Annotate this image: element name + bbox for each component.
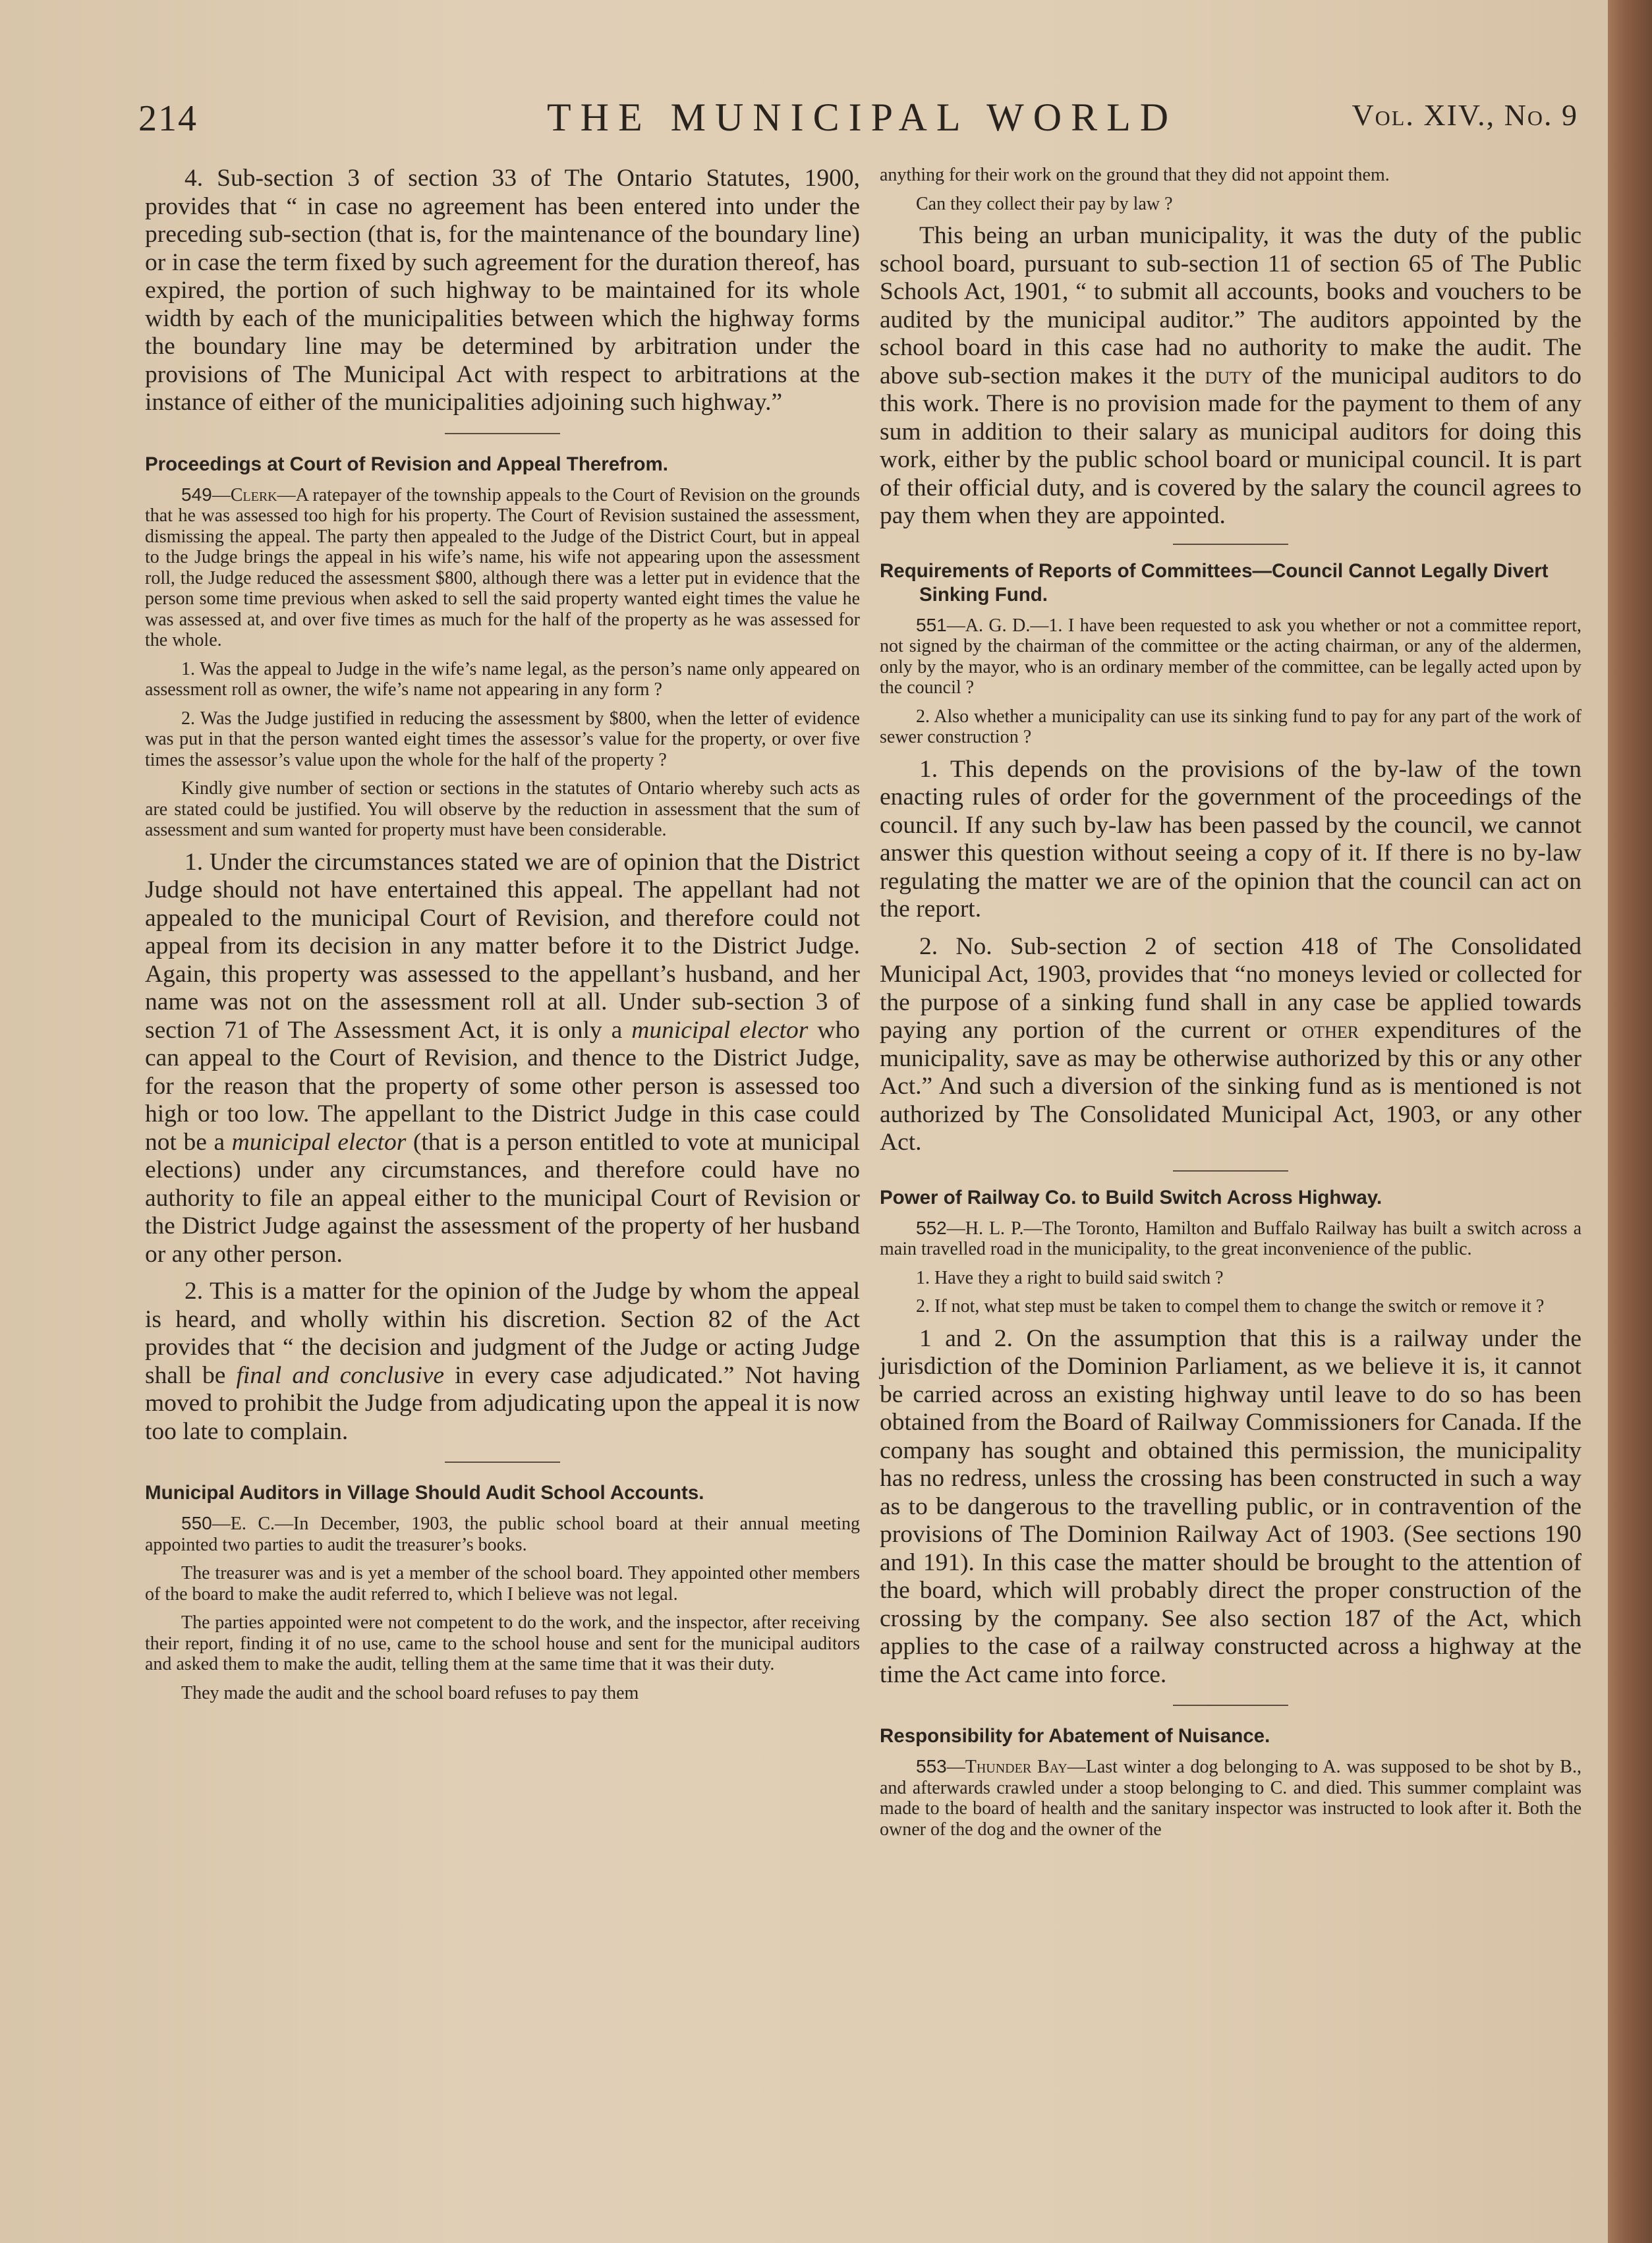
section-heading-552: Power of Railway Co. to Build Switch Across Highway. bbox=[880, 1186, 1382, 1208]
question-text: —In December, 1903, the public school board at their annual meeting appointed two parties to audit the treasurer’s books. bbox=[145, 1514, 860, 1555]
answer-text: (that is a person entitled to vote at municipal elections) under any circumstances, and therefore could have no authority to file an appeal either to the municipal Court of Revision or the District Judge against the assessment of the property of her husband or any other person. bbox=[145, 1128, 860, 1268]
section-divider bbox=[1173, 1170, 1288, 1172]
intro-paragraph: 4. Sub-section 3 of section 33 of The Ontario Statutes, 1900, provides that “ in case no agreement has been entered into under the preceding sub-section (that is, for the maintenance of the boundary line) or in case the term fixed by such agreement for the duration thereof, has expired, the portion of such highway to be maintained for its whole width by each of the municipalities between which the highway forms the boundary line may be determined by arbitration under the provisions of The Municipal Act with respect to arbitrations at the instance of either of the municipalities adjoining such highway.” bbox=[145, 165, 860, 416]
section-heading-551: Requirements of Reports of Committees—Council Cannot Legally Divert Sinking Fund. bbox=[880, 559, 1549, 606]
answer-text: 1. Under the circumstances stated we are of opinion that the District Judge should not have entertained this appeal. The appellant had not appealed to the municipal Court of Revision, and therefore could not appeal from its decision in any matter before it to the District Judge. Again, this property was assessed to the appellant’s husband, and her name was not on the assessment roll at all. Under sub-section 3 of section 71 of The Assessment Act, it is only a bbox=[145, 848, 860, 1044]
section-divider bbox=[445, 1462, 560, 1463]
page-number: 214 bbox=[138, 98, 198, 139]
question-551: 551—A. G. D.—1. I have been requested to ask you whether or not a committee report, not signed by the chairman of the committee or the acting chairman, or any of the aldermen, only by the mayor, who is an ordinary member of the committee, can be legally acted upon by the council ? bbox=[880, 614, 1581, 698]
question-sender: Thunder Bay bbox=[965, 1757, 1068, 1777]
question-text: —Last winter a dog belonging to A. was supposed to be shot by B., and afterwards crawled under a stoop belonging to C. and died. This summer complaint was made to the board of health and the sanitary inspector was instructed to look after it. Both the owner of the dog and the owner of the bbox=[880, 1757, 1581, 1840]
question-552-part-2: 2. If not, what step must be taken to compel them to change the switch or remove it ? bbox=[916, 1296, 1545, 1317]
magazine-title: THE MUNICIPAL WORLD bbox=[547, 96, 1178, 139]
answer-emphasis: municipal elector bbox=[231, 1128, 407, 1156]
question-550-part-1: The treasurer was and is yet a member of the school board. They appointed other members of the board to make the audit referred to, which I believe was not legal. bbox=[145, 1563, 860, 1604]
answer-551-2 bbox=[880, 933, 1581, 1157]
question-549-part-1: 1. Was the appeal to Judge in the wife’s name legal, as the person’s name only appeared on assessment roll as owner, the wife’s name not appearing in any form ? bbox=[145, 658, 860, 700]
question-551-part-1: 2. Also whether a municipality can use its sinking fund to pay for any part of the work of sewer construction ? bbox=[880, 706, 1581, 747]
answer-text: This being an urban municipality, it was the duty of the public school board, pursuant to sub-section 11 of section 65 of The Public Schools Act, 1901, “ to submit all accounts, books and vouchers to be audited by the municipal auditor.” The auditors appointed by the school board in this case had no authority to make the audit. The above sub-section makes it the bbox=[880, 222, 1581, 389]
answer-emphasis: final and conclusive bbox=[236, 1361, 445, 1389]
question-550-part-2: The parties appointed were not competent to do the work, and the inspector, after receiving their report, finding it of no use, came to the school house and sent for the municipal auditors and asked them to make the audit, telling them at the same time that it was their duty. bbox=[145, 1612, 860, 1674]
section-heading-549: Proceedings at Court of Revision and Appeal Therefrom. bbox=[145, 453, 668, 475]
answer-552: 1 and 2. On the assumption that this is a railway under the jurisdiction of the Dominion Parliament, as we believe it is, it cannot be carried across an existing highway until leave to do so has been obtained from the Board of Railway Commissioners for Canada. If the company has sought and obtained this permission, the municipality has no redress, unless the crossing has been constructed in such a way as to be dangerous to the travelling public, or in contravention of the provisions of The Dominion Railway Act of 1903. (See sections 190 and 191). In this case the matter should be brought to the attention of the board, which will probably direct the proper construction of the crossing by the company. See also section 187 of the Act, which applies to the case of a railway constructed across a highway at the time the Act came into force. bbox=[880, 1324, 1581, 1688]
question-549-part-2: 2. Was the Judge justified in reducing the assessment by $800, when the letter of evidence was put in that the person wanted eight times the assessor’s value for the property, or over five times the assessor’s value upon the whole for the half of the property ? bbox=[145, 708, 860, 770]
question-550-part-3: They made the audit and the school board refuses to pay them bbox=[181, 1682, 639, 1703]
question-sender: A. G. D. bbox=[965, 615, 1031, 636]
answer-text: in every case adjudicated.” Not having moved to prohibit the Judge from adjudicating upon the appeal it is now too late to complain. bbox=[145, 1361, 860, 1445]
question-text: —A ratepayer of the township appeals to the Court of Revision on the grounds that he was assessed too high for his property. The Court of Revision sustained the assessment, dismissing the appeal. The party then appealed to the Judge of the District Court, but in appeal to the Judge brings the appeal in his wife’s name, his wife not appearing upon the assessment roll, the Judge reduced the assessment $800, although there was a letter put in evidence that the person some time previous when asked to sell the said property wanted eight times the value he was assessed at, and over five times as much for the half of the property as he was assessed for the whole. bbox=[145, 484, 860, 650]
answer-549-2 bbox=[145, 1278, 860, 1446]
question-549: 549—Clerk—A ratepayer of the township appeals to the Court of Revision on the grounds that he was assessed too high for his property. The Court of Revision sustained the assessment, dismissing the appeal. The party then appealed to the Judge of the District Court, but in appeal to the Judge brings the appeal in his wife’s name, his wife not appearing upon the assessment roll, the Judge reduced the assessment $800, although there was a letter put in evidence that the person some time previous when asked to sell the said property wanted eight times the value he was assessed at, and over five times as much for the half of the property as he was assessed for the whole. bbox=[145, 484, 860, 650]
answer-emphasis: other bbox=[1301, 1017, 1359, 1044]
answer-emphasis: duty bbox=[1205, 362, 1253, 389]
question-sender: H. L. P. bbox=[965, 1218, 1024, 1239]
running-header bbox=[138, 91, 1578, 150]
question-number: 553 bbox=[916, 1756, 947, 1776]
answer-550 bbox=[880, 222, 1581, 530]
answer-emphasis: municipal elector bbox=[631, 1016, 809, 1044]
answer-text: 2. This is a matter for the opinion of the Judge by whom the appeal is heard, and wholly within his discretion. Section 82 of the Act provides that “ the decision and judgment of the Judge or acting Judge shall be bbox=[145, 1278, 860, 1389]
answer-text: expenditures of the municipality, save as may be otherwise authorized by this or any other Act.” And such a diversion of the sinking fund as is mentioned is not authorized by The Consolidated Municipal Act, 1903, or any other Act. bbox=[880, 1017, 1581, 1156]
question-number: 550 bbox=[181, 1513, 212, 1533]
question-number: 551 bbox=[916, 614, 947, 635]
page-edge bbox=[1608, 0, 1652, 2243]
question-sender: E. C. bbox=[230, 1514, 275, 1534]
question-text: —1. I have been requested to ask you whether or not a committee report, not signed by the chairman of the committee or the acting chairman, or any of the aldermen, only by the mayor, who is an ordinary member of the committee, can be legally acted upon by the council ? bbox=[880, 615, 1581, 698]
section-divider bbox=[1173, 544, 1288, 545]
question-number: 549 bbox=[181, 484, 212, 505]
answer-549-1 bbox=[145, 849, 860, 1269]
question-552-part-1: 1. Have they a right to build said switch ? bbox=[916, 1267, 1224, 1288]
question-553: 553—Thunder Bay—Last winter a dog belonging to A. was supposed to be shot by B., and afterwards crawled under a stoop belonging to C. and died. This summer complaint was made to the board of health and the sanitary inspector was instructed to look after it. Both the owner of the dog and the owner of the bbox=[880, 1756, 1581, 1840]
question-550: 550—E. C.—In December, 1903, the public school board at their annual meeting appointed two parties to audit the treasurer’s books. bbox=[145, 1513, 860, 1555]
question-549-part-3: Kindly give number of section or sections in the statutes of Ontario whereby such acts as are stated could be justified. You will observe by the reduction in assessment that the sum of assessment and sum wanted for property must have been considerable. bbox=[145, 778, 860, 840]
question-number: 552 bbox=[916, 1217, 947, 1238]
answer-text: of the municipal auditors to do this work. There is no provision made for the payment to them of any sum in addition to their salary as municipal auditors for doing this work, either by the public school board or municipal council. It is part of their official duty, and is covered by the salary the council agrees to pay them when they are appointed. bbox=[880, 362, 1581, 529]
section-heading-553: Responsibility for Abatement of Nuisance. bbox=[880, 1725, 1270, 1747]
left-column bbox=[145, 165, 860, 1711]
answer-551-1: 1. This depends on the provisions of the by-law of the town enacting rules of order for the government of the proceedings of the council. If any such by-law has been passed by the council, we cannot answer this question without seeing a copy of it. If there is no by-law regulating the matter we are of the opinion that the council can act on the report. bbox=[880, 755, 1581, 923]
question-550-continued: anything for their work on the ground that they did not appoint them. bbox=[880, 165, 1390, 185]
question-552: 552—H. L. P.—The Toronto, Hamilton and Buffalo Railway has built a switch across a main travelled road in the municipality, to the great inconvenience of the public. bbox=[880, 1217, 1581, 1259]
answer-text: 2. No. Sub-section 2 of section 418 of The Consolidated Municipal Act, 1903, provides that “no moneys levied or collected for the purpose of a sinking fund shall in any case be applied towards paying any portion of the current or bbox=[880, 932, 1581, 1044]
answer-text: who can appeal to the Court of Revision, and thence to the District Judge, for the reason that the property of some other person is assessed too high or too low. The appellant to the District Judge in this case could not be a bbox=[145, 1016, 860, 1156]
section-heading-550: Municipal Auditors in Village Should Audit School Accounts. bbox=[145, 1482, 704, 1504]
section-divider bbox=[1173, 1705, 1288, 1706]
volume-issue: Vol. XIV., No. 9 bbox=[1352, 98, 1578, 132]
section-divider bbox=[445, 433, 560, 434]
question-sender: Clerk bbox=[230, 484, 277, 505]
question-text: —The Toronto, Hamilton and Buffalo Railway has built a switch across a main travelled road in the municipality, to the great inconvenience of the public. bbox=[880, 1218, 1581, 1259]
right-column bbox=[880, 165, 1581, 1848]
question-550-part-4: Can they collect their pay by law ? bbox=[916, 193, 1173, 214]
